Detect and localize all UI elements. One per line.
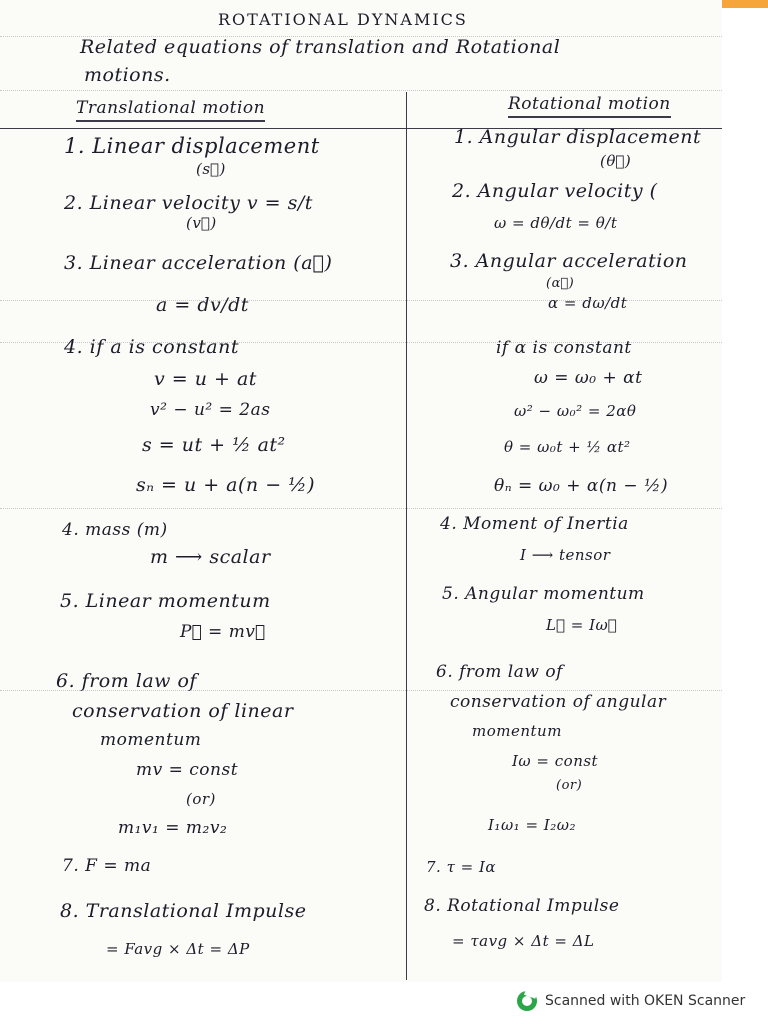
right-item-9-label: 8. Rotational Impulse [424,896,620,916]
right-item-4-eq2: ω² − ω₀² = 2αθ [514,402,637,420]
right-item-3-equation: α = dω/dt [548,294,628,312]
right-item-1-label: 1. Angular displacement [454,126,702,148]
ruled-line [0,90,722,91]
left-item-5-label: 4. mass (m) [62,520,168,540]
left-item-3-equation: a = dv/dt [156,294,249,316]
oken-scanner-logo-icon [517,991,537,1011]
left-item-7-or: (or) [186,790,216,808]
left-item-7-eq2: m₁v₁ = m₂v₂ [118,818,228,838]
left-item-3-label: 3. Linear acceleration (a⃗) [64,252,333,274]
left-item-8-label: 7. F = ma [62,856,152,876]
left-item-4-eq1: v = u + at [154,368,257,390]
right-item-5-equation: I ⟶ tensor [520,546,611,564]
right-item-1-symbol: (θ⃗) [600,152,632,170]
left-item-6-equation: P⃗ = mv⃗ [180,622,266,642]
right-item-6-equation: L⃗ = Iω⃗ [546,616,618,634]
scanner-watermark [517,990,745,1012]
right-item-7-line2: conservation of angular [450,692,667,712]
left-item-7-line3: momentum [100,730,202,750]
subtitle-line1: Related equations of translation and Rotational [80,36,561,58]
left-item-9-equation: = Favg × Δt = ΔP [106,940,250,958]
right-item-6-label: 5. Angular momentum [442,584,645,604]
left-item-1-symbol: (s⃗) [196,160,226,178]
right-item-4-eq4: θₙ = ω₀ + α(n − ½) [494,476,669,496]
left-item-5-equation: m ⟶ scalar [150,546,271,568]
left-item-7-label: 6. from law of [56,670,197,692]
left-item-2-symbol: (v⃗) [186,214,217,232]
right-item-3-symbol: (α⃗) [546,276,575,291]
right-item-7-line3: momentum [472,722,562,740]
right-item-3-label: 3. Angular acceleration [450,250,688,272]
right-item-8-label: 7. τ = Iα [426,858,497,876]
right-column-heading: Rotational motion [508,94,671,118]
right-item-4-label: if α is constant [496,338,632,358]
left-item-4-eq3: s = ut + ½ at² [142,434,286,456]
right-item-7-label: 6. from law of [436,662,563,682]
left-column-heading: Translational motion [76,98,265,122]
right-item-9-equation: = τavg × Δt = ΔL [452,932,595,950]
ruled-line [0,508,722,509]
left-item-9-label: 8. Translational Impulse [60,900,307,922]
page-edge-tab [722,0,768,8]
right-item-5-label: 4. Moment of Inertia [440,514,629,534]
column-divider [406,92,407,980]
left-item-4-eq2: v² − u² = 2as [150,400,271,420]
left-item-6-label: 5. Linear momentum [60,590,271,612]
left-item-1-label: 1. Linear displacement [64,134,320,158]
scanner-watermark-text: Scanned with OKEN Scanner [545,993,746,1009]
left-item-7-line2: conservation of linear [72,700,294,722]
scan-margin [722,0,768,982]
right-item-7-or: (or) [556,778,583,793]
right-item-4-eq3: θ = ω₀t + ½ αt² [504,438,631,456]
left-item-2-label: 2. Linear velocity v = s/t [64,192,313,214]
left-item-4-label: 4. if a is constant [64,336,239,358]
right-item-7-eq1: Iω = const [512,752,599,770]
page-title: ROTATIONAL DYNAMICS [218,10,468,29]
right-item-7-eq2: I₁ω₁ = I₂ω₂ [488,816,576,834]
right-item-4-eq1: ω = ω₀ + αt [534,368,643,388]
left-item-7-eq1: mv = const [136,760,239,780]
right-item-2-label: 2. Angular velocity ( [452,180,658,202]
right-item-2-equation: ω = dθ/dt = θ/t [494,214,618,232]
subtitle-line2: motions. [84,64,171,86]
left-item-4-eq4: sₙ = u + a(n − ½) [136,474,315,496]
